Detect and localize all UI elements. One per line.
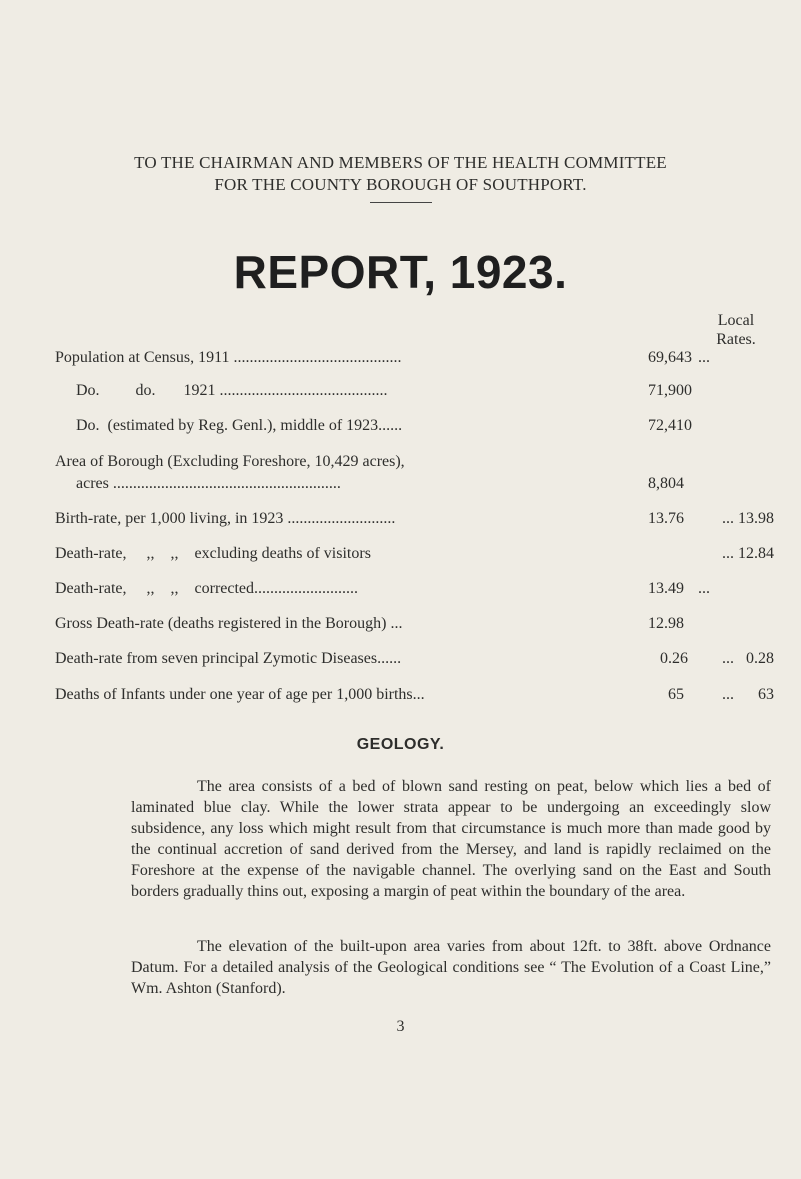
stat-row — [0, 543, 801, 565]
stat-row — [0, 508, 801, 530]
stat-value: 13.49 — [648, 580, 684, 597]
stat-label: Do. do. 1921 .......................................... — [76, 382, 388, 399]
stat-row — [0, 578, 801, 600]
stat-row — [0, 415, 801, 437]
stat-local-rate: ... — [698, 349, 710, 366]
stat-value: 72,410 — [648, 417, 692, 434]
report-title: REPORT, 1923. — [233, 246, 568, 298]
stat-local-rate: ... 13.98 — [722, 510, 774, 527]
stat-local-rate: ... — [698, 580, 710, 597]
stat-value: 12.98 — [648, 615, 684, 632]
local-rates-header-line2: Rates. — [716, 331, 756, 348]
stat-local-rate: ... 63 — [722, 686, 774, 703]
stat-row — [0, 613, 801, 635]
geology-heading: GEOLOGY. — [356, 736, 445, 753]
address-line-1: TO THE CHAIRMAN AND MEMBERS OF THE HEALTH COMMITTEE — [134, 153, 667, 172]
local-rates-header — [706, 311, 766, 349]
divider-rule — [370, 202, 432, 203]
geology-paragraph-1: The area consists of a bed of blown sand resting on peat, below which lies a bed of laminated blue clay. While the lower strata appear to be undergoing an exceedingly slow subsidence, any loss which might result from that circumstance is much more than made good by the continual accretion of sand derived from the Mersey, and land is rapidly reclaimed on the Foreshore at the expense of the navigable channel. The overlying sand on the East and South borders gradually thins out, exposing a margin of peat within the boundary of the area. — [131, 778, 771, 900]
stat-label: Birth-rate, per 1,000 living, in 1923 ........................... — [55, 510, 396, 527]
stat-label: Gross Death-rate (deaths registered in the Borough) ... — [55, 615, 403, 632]
local-rates-header-line1: Local — [717, 312, 755, 329]
stat-local-rate: ... 12.84 — [722, 545, 774, 562]
stat-row — [0, 347, 801, 369]
stat-local-rate: ... 0.28 — [722, 650, 774, 667]
stat-row — [0, 473, 801, 495]
stat-label: Do. (estimated by Reg. Genl.), middle of 1923...... — [76, 417, 403, 434]
stat-value: 71,900 — [648, 382, 692, 399]
page-number: 3 — [396, 1018, 405, 1035]
stat-row — [0, 380, 801, 402]
address-line-2: FOR THE COUNTY BOROUGH OF SOUTHPORT. — [214, 175, 587, 194]
stat-row — [0, 648, 801, 670]
stat-value: 65 — [668, 686, 684, 703]
stat-row — [0, 684, 801, 706]
stat-label: Deaths of Infants under one year of age per 1,000 births... — [55, 686, 425, 703]
stat-value: 0.26 — [660, 650, 688, 667]
stat-label: Death-rate from seven principal Zymotic Diseases...... — [55, 650, 402, 667]
stat-label: Death-rate, ,, ,, excluding deaths of visitors — [55, 545, 371, 562]
stat-label: Population at Census, 1911 .......................................... — [55, 349, 402, 366]
stat-value: 69,643 — [648, 349, 692, 366]
stat-row — [0, 451, 801, 473]
stat-label: acres ......................................................... — [76, 475, 341, 492]
stat-value: 13.76 — [648, 510, 684, 527]
stat-value: 8,804 — [648, 475, 684, 492]
stat-label: Area of Borough (Excluding Foreshore, 10,429 acres), — [55, 453, 405, 470]
geology-paragraph-2: The elevation of the built-upon area varies from about 12ft. to 38ft. above Ordnance Datum. For a detailed analysis of the Geological conditions see “ The Evolution of a Coast Line,” Wm. Ashton (Stanford). — [131, 938, 771, 997]
stat-label: Death-rate, ,, ,, corrected.......................... — [55, 580, 359, 597]
